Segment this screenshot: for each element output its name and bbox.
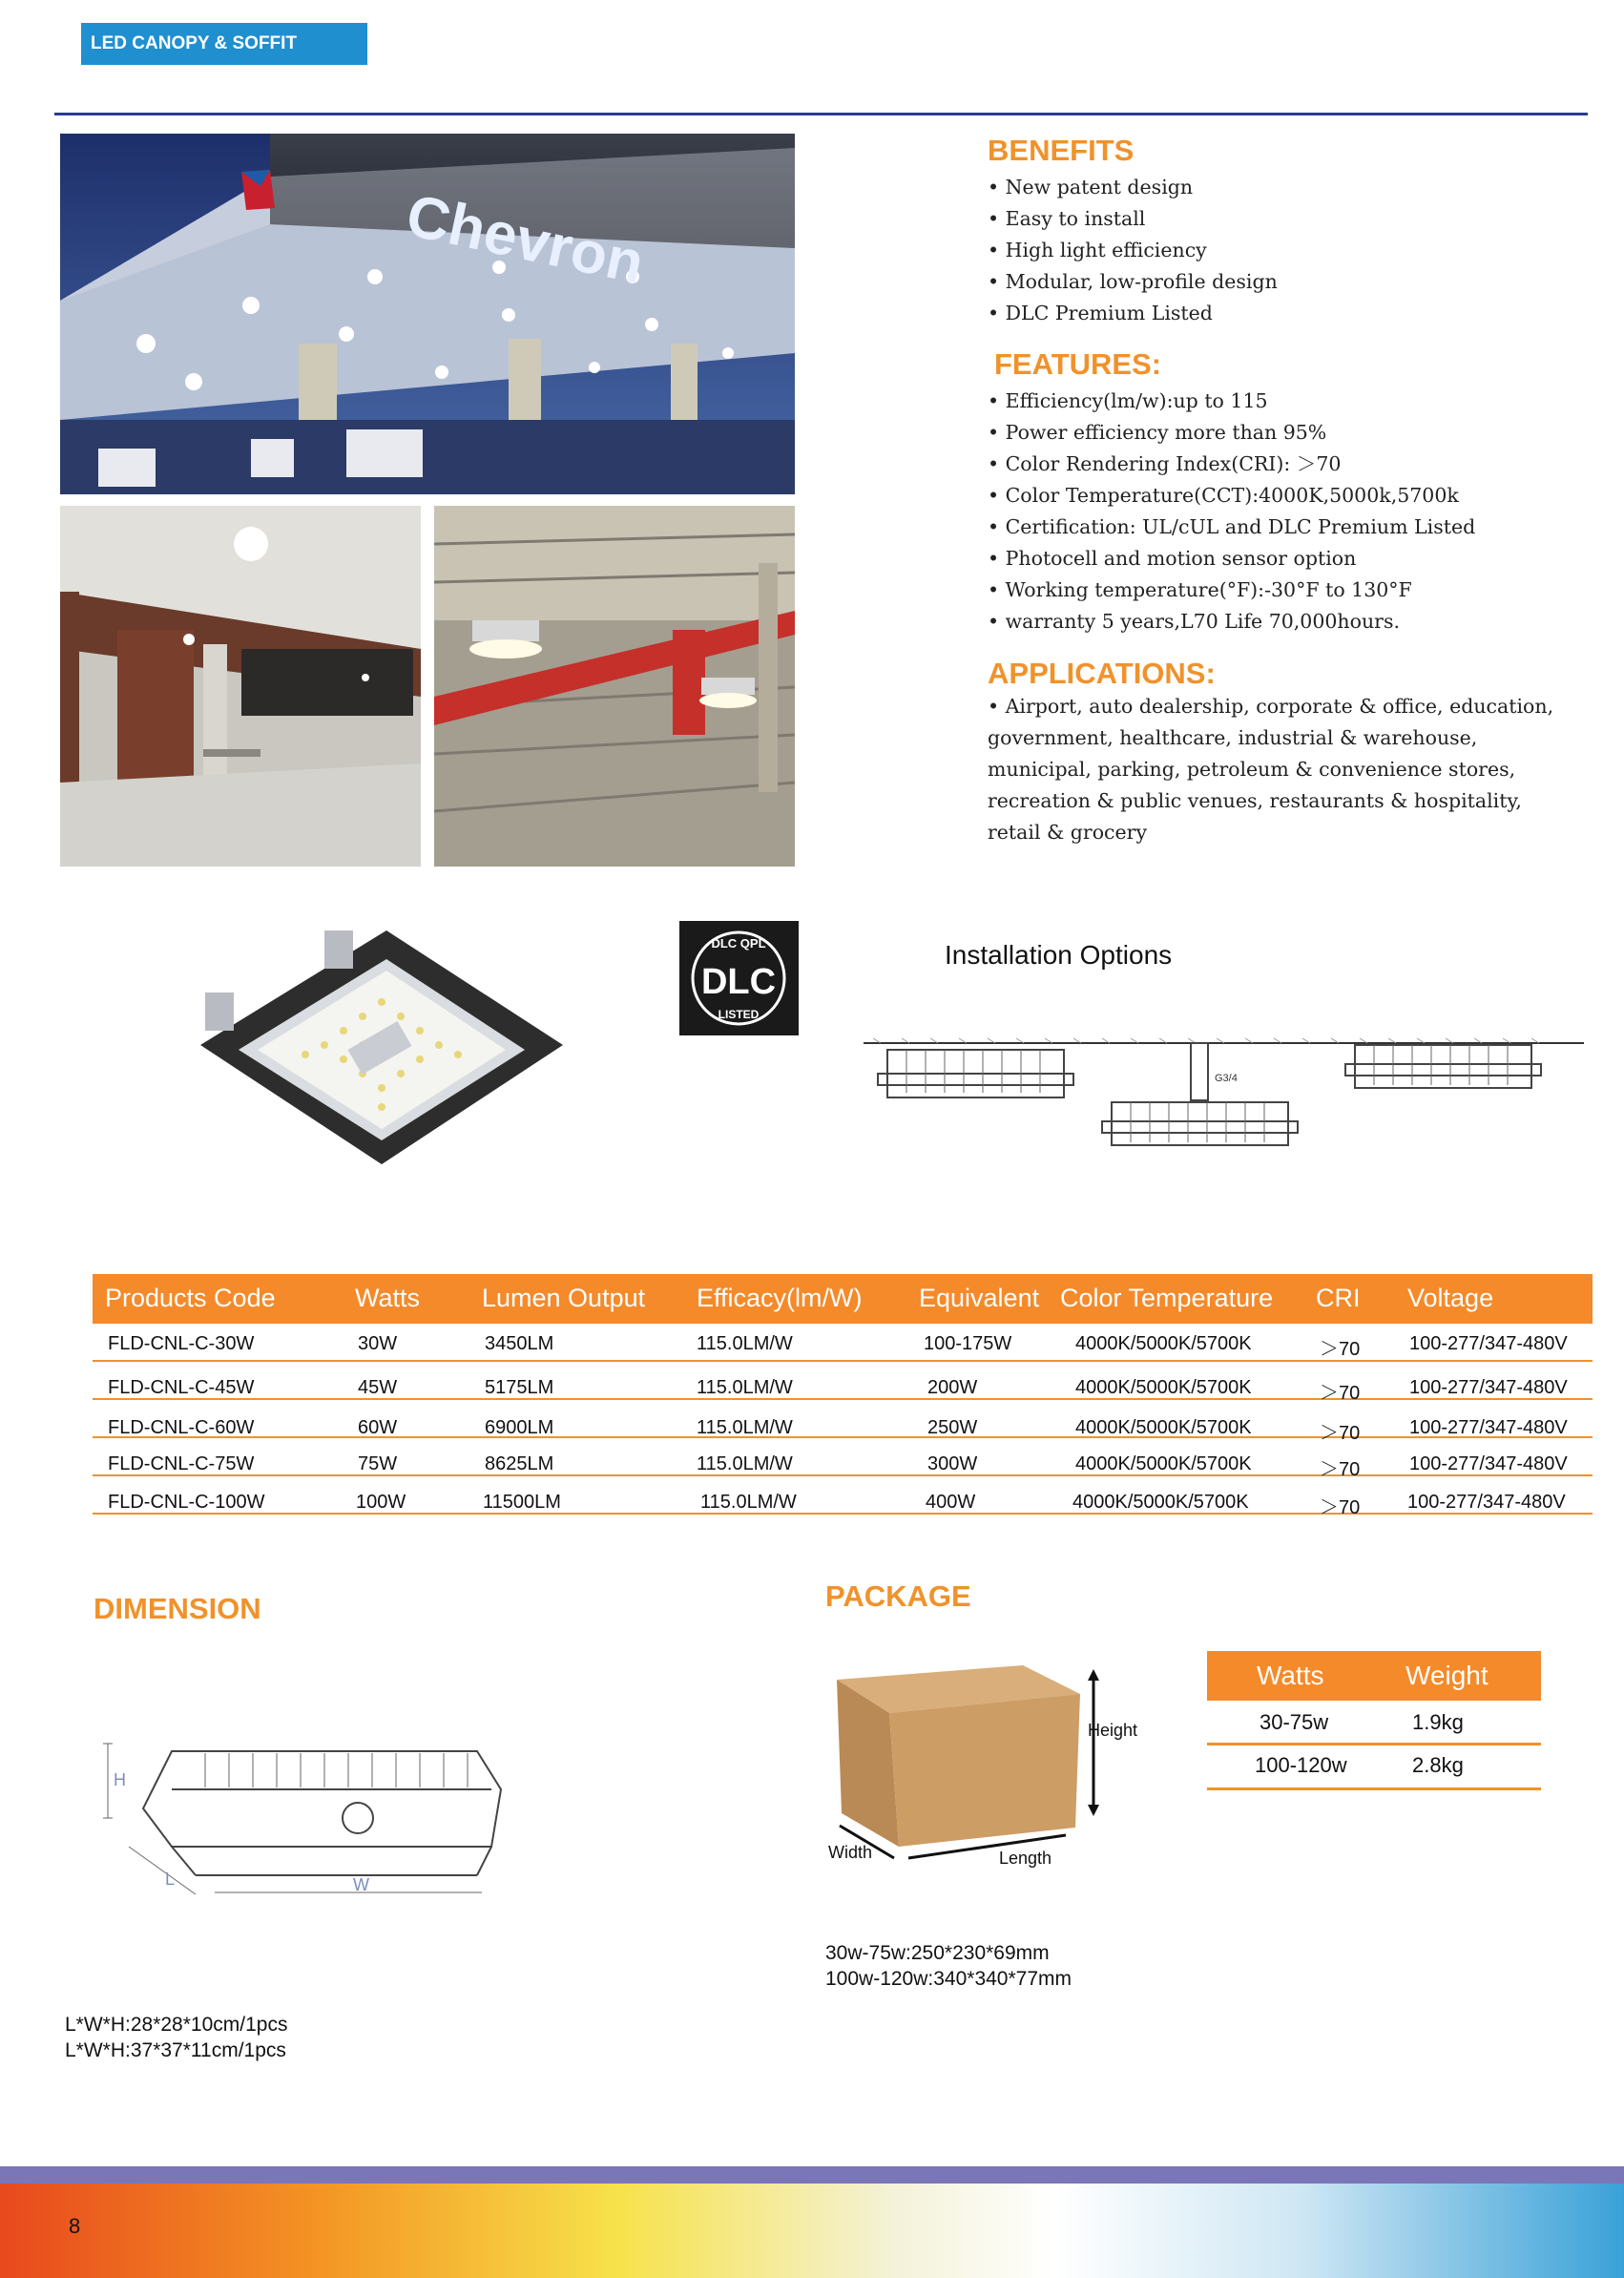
header-cell: Products Code <box>105 1284 276 1312</box>
installation-title: Installation Options <box>945 940 1173 970</box>
table-row: FLD-CNL-C-100W 100W 11500LM 115.0LM/W 400W 4000K/5000K/5700K ＞70 100-277/347-480V <box>93 1476 1593 1515</box>
svg-text:H: H <box>114 1770 126 1789</box>
table-row: 30-75w 1.9kg <box>1207 1701 1541 1745</box>
header-cell: Watts <box>355 1284 421 1312</box>
dimension-specs: L*W*H:28*28*10cm/1pcs L*W*H:37*37*11cm/1pcs <box>65 2014 288 2061</box>
header-cell: Lumen Output <box>482 1284 646 1312</box>
dimension-drawing <box>100 1732 510 1904</box>
feature-item: • warranty 5 years,L70 Life 70,000hours. <box>988 606 1475 637</box>
weight-table <box>1207 1651 1541 1792</box>
dimension-title: DIMENSION <box>94 1592 261 1625</box>
package-specs: 30w-75w:250*230*69mm 100w-120w:340*340*77mm <box>825 1942 1072 1990</box>
svg-text:W: W <box>353 1875 369 1894</box>
svg-text:L: L <box>165 1870 176 1889</box>
canopy-fixture-image <box>181 911 582 1169</box>
svg-text:Height: Height <box>1088 1721 1138 1740</box>
applications-title: APPLICATIONS: <box>988 657 1216 690</box>
building-entrance-photo <box>60 506 421 867</box>
feature-item: • Power efficiency more than 95% <box>988 417 1475 449</box>
feature-item: • Working temperature(°F):-30°F to 130°F <box>988 575 1475 606</box>
applications-line: • Airport, auto dealership, corporate & office, education, <box>988 695 1554 718</box>
features-title: FEATURES: <box>994 347 1162 381</box>
header-cell: Voltage <box>1407 1284 1494 1312</box>
feature-item: • Efficiency(lm/w):up to 115 <box>988 386 1475 417</box>
feature-item: • Color Rendering Index(CRI): ＞70 <box>988 449 1475 480</box>
package-title: PACKAGE <box>825 1579 971 1613</box>
svg-text:DLC QPL: DLC QPL <box>711 936 766 951</box>
table-row: FLD-CNL-C-60W 60W 6900LM 115.0LM/W 250W 4000K/5000K/5700K ＞70 100-277/347-480V <box>93 1400 1593 1438</box>
applications-text <box>988 691 1553 848</box>
dlc-logo <box>679 921 799 1035</box>
header-cell: Color Temperature <box>1060 1284 1274 1312</box>
section-label: LED CANOPY & SOFFIT <box>81 23 367 65</box>
gas-station-photo <box>60 134 795 494</box>
applications-line: retail & grocery <box>988 821 1148 844</box>
benefit-item: • New patent design <box>988 172 1278 203</box>
benefits-list <box>988 172 1278 329</box>
header-cell: Equivalent <box>919 1284 1040 1312</box>
header-divider <box>54 113 1588 115</box>
table-row: 100-120w 2.8kg <box>1207 1745 1541 1790</box>
table-row: FLD-CNL-C-30W 30W 3450LM 115.0LM/W 100-175W 4000K/5000K/5700K ＞70 100-277/347-480V <box>93 1324 1593 1362</box>
benefit-item: • DLC Premium Listed <box>988 298 1278 329</box>
weight-table-header: Watts Weight <box>1207 1651 1541 1701</box>
applications-line: municipal, parking, petroleum & convenience stores, <box>988 758 1516 781</box>
svg-text:DLC: DLC <box>700 962 777 1002</box>
header-cell: Efficacy(lm/W) <box>697 1284 863 1312</box>
svg-text:G3/4: G3/4 <box>1215 1073 1238 1084</box>
package-box-image <box>822 1656 1166 1875</box>
benefits-title: BENEFITS <box>988 134 1135 167</box>
table-row: FLD-CNL-C-45W 45W 5175LM 115.0LM/W 200W 4000K/5000K/5700K ＞70 100-277/347-480V <box>93 1362 1593 1400</box>
chevron-sign-text: Chevron <box>401 182 650 297</box>
feature-item: • Photocell and motion sensor option <box>988 543 1475 575</box>
warehouse-fixture-photo <box>434 506 795 867</box>
applications-line: recreation & public venues, restaurants & hospitality, <box>988 789 1522 812</box>
footer-band <box>0 2166 1624 2278</box>
svg-text:Length: Length <box>999 1849 1052 1868</box>
table-row: FLD-CNL-C-75W 75W 8625LM 115.0LM/W 300W 4000K/5000K/5700K ＞70 100-277/347-480V <box>93 1438 1593 1476</box>
features-list <box>988 386 1475 637</box>
applications-line: government, healthcare, industrial & warehouse, <box>988 726 1478 749</box>
svg-text:Width: Width <box>828 1843 873 1862</box>
installation-diagram <box>864 1035 1584 1169</box>
feature-item: • Certification: UL/cUL and DLC Premium Listed <box>988 512 1475 543</box>
page-number: 8 <box>69 2214 81 2238</box>
svg-text:LISTED: LISTED <box>718 1008 760 1021</box>
spec-table <box>93 1274 1593 1517</box>
feature-item: • Color Temperature(CCT):4000K,5000k,5700k <box>988 480 1475 512</box>
spec-table-header <box>93 1274 1593 1324</box>
benefit-item: • High light efficiency <box>988 235 1278 266</box>
benefit-item: • Easy to install <box>988 203 1278 235</box>
header-cell: CRI <box>1316 1284 1361 1312</box>
benefit-item: • Modular, low-profile design <box>988 266 1278 298</box>
